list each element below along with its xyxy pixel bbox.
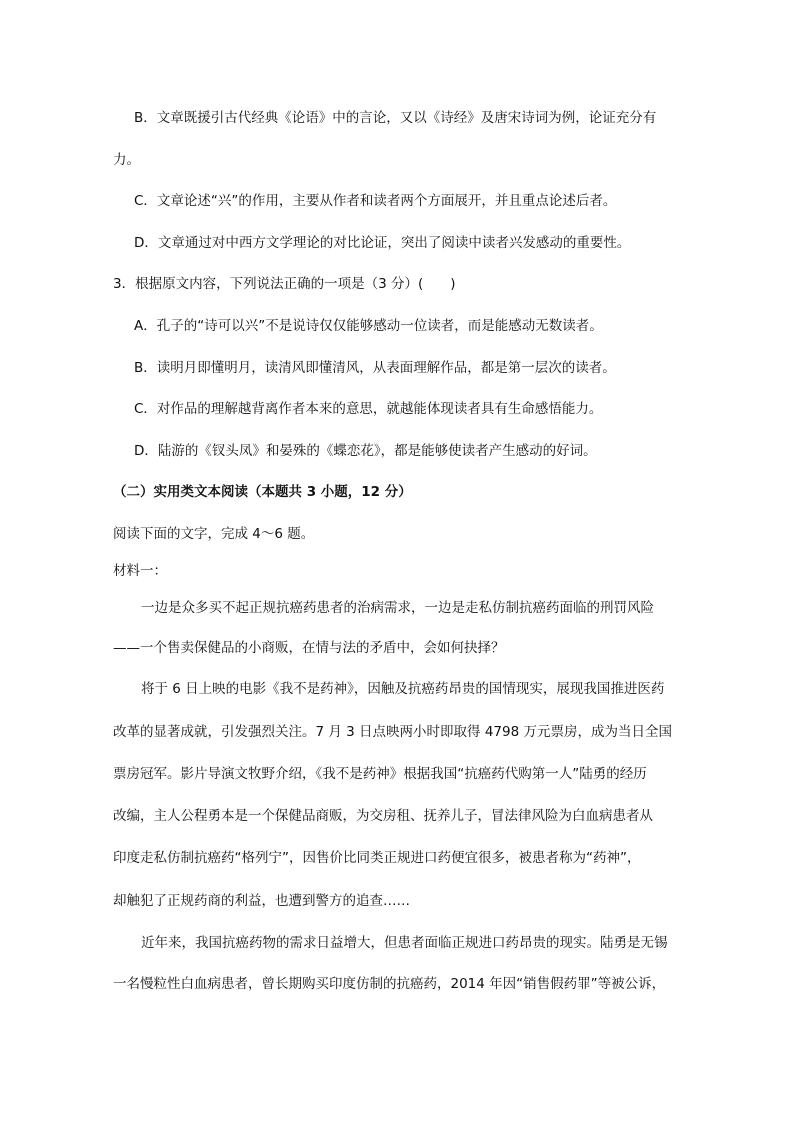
paragraph1-line1: 一边是众多买不起正规抗癌药患者的治病需求，一边是走私仿制抗癌药面临的刑罚风险: [141, 600, 654, 616]
paragraph3-line2: 一名慢粒性白血病患者，曾长期购买印度仿制的抗癌药，2014 年因“销售假药罪”等被公诉，: [113, 976, 666, 992]
paragraph2-line1: 将于 6 日上映的电影《我不是药神》，因触及抗癌药昂贵的国情现实，展现我国推进医药: [141, 681, 665, 697]
q3-stem: 3．根据原文内容，下列说法正确的一项是（3 分）( ): [113, 276, 456, 292]
q2-option-b-line2: 力。: [113, 152, 140, 168]
paragraph2-line4: 改编，主人公程勇本是一个保健品商贩，为交房租、抚养儿子，冒法律风险为白血病患者从: [113, 808, 653, 824]
paragraph2-line5: 印度走私仿制抗癌药“格列宁”，因售价比同类正规进口药便宜很多，被患者称为“药神”，: [113, 850, 641, 866]
paragraph2-line2: 改革的显著成就，引发强烈关注。7 月 3 日点映两小时即取得 4798 万元票房，成为当日全国: [113, 724, 672, 740]
q2-option-d: D．文章通过对中西方文学理论的对比论证，突出了阅读中读者兴发感动的重要性。: [134, 235, 631, 251]
q3-option-d: D．陆游的《钗头凤》和晏殊的《蝶恋花》，都是能够使读者产生感动的好词。: [134, 443, 597, 459]
section2-heading: （二）实用类文本阅读（本题共 3 小题，12 分）: [113, 484, 412, 500]
reading-instruction: 阅读下面的文字，完成 4～6 题。: [113, 526, 315, 542]
q3-option-a: A．孔子的“诗可以兴”不是说诗仅仅能够感动一位读者，而是能感动无数读者。: [134, 318, 603, 334]
paragraph2-line3: 票房冠军。影片导演文牧野介绍，《我不是药神》根据我国“抗癌药代购第一人”陆勇的经历: [113, 766, 647, 782]
paragraph2-line6: 却触犯了正规药商的利益，也遭到警方的追查……: [113, 893, 410, 909]
q2-option-c: C．文章论述“兴”的作用，主要从作者和读者两个方面展开，并且重点论述后者。: [134, 193, 617, 209]
material1-label: 材料一：: [113, 563, 167, 579]
q2-option-b-line1: B．文章既援引古代经典《论语》中的言论，又以《诗经》及唐宋诗词为例，论证充分有: [134, 110, 657, 126]
q3-option-c: C．对作品的理解越背离作者本来的意思，就越能体现读者具有生命感悟能力。: [134, 401, 603, 417]
paragraph3-line1: 近年来，我国抗癌药物的需求日益增大，但患者面临正规进口药昂贵的现实。陆勇是无锡: [141, 935, 668, 951]
q3-option-b: B．读明月即懂明月，读清风即懂清风，从表面理解作品，都是第一层次的读者。: [134, 360, 616, 376]
paragraph1-line2: ——一个售卖保健品的小商贩，在情与法的矛盾中，会如何抉择？: [113, 640, 505, 656]
